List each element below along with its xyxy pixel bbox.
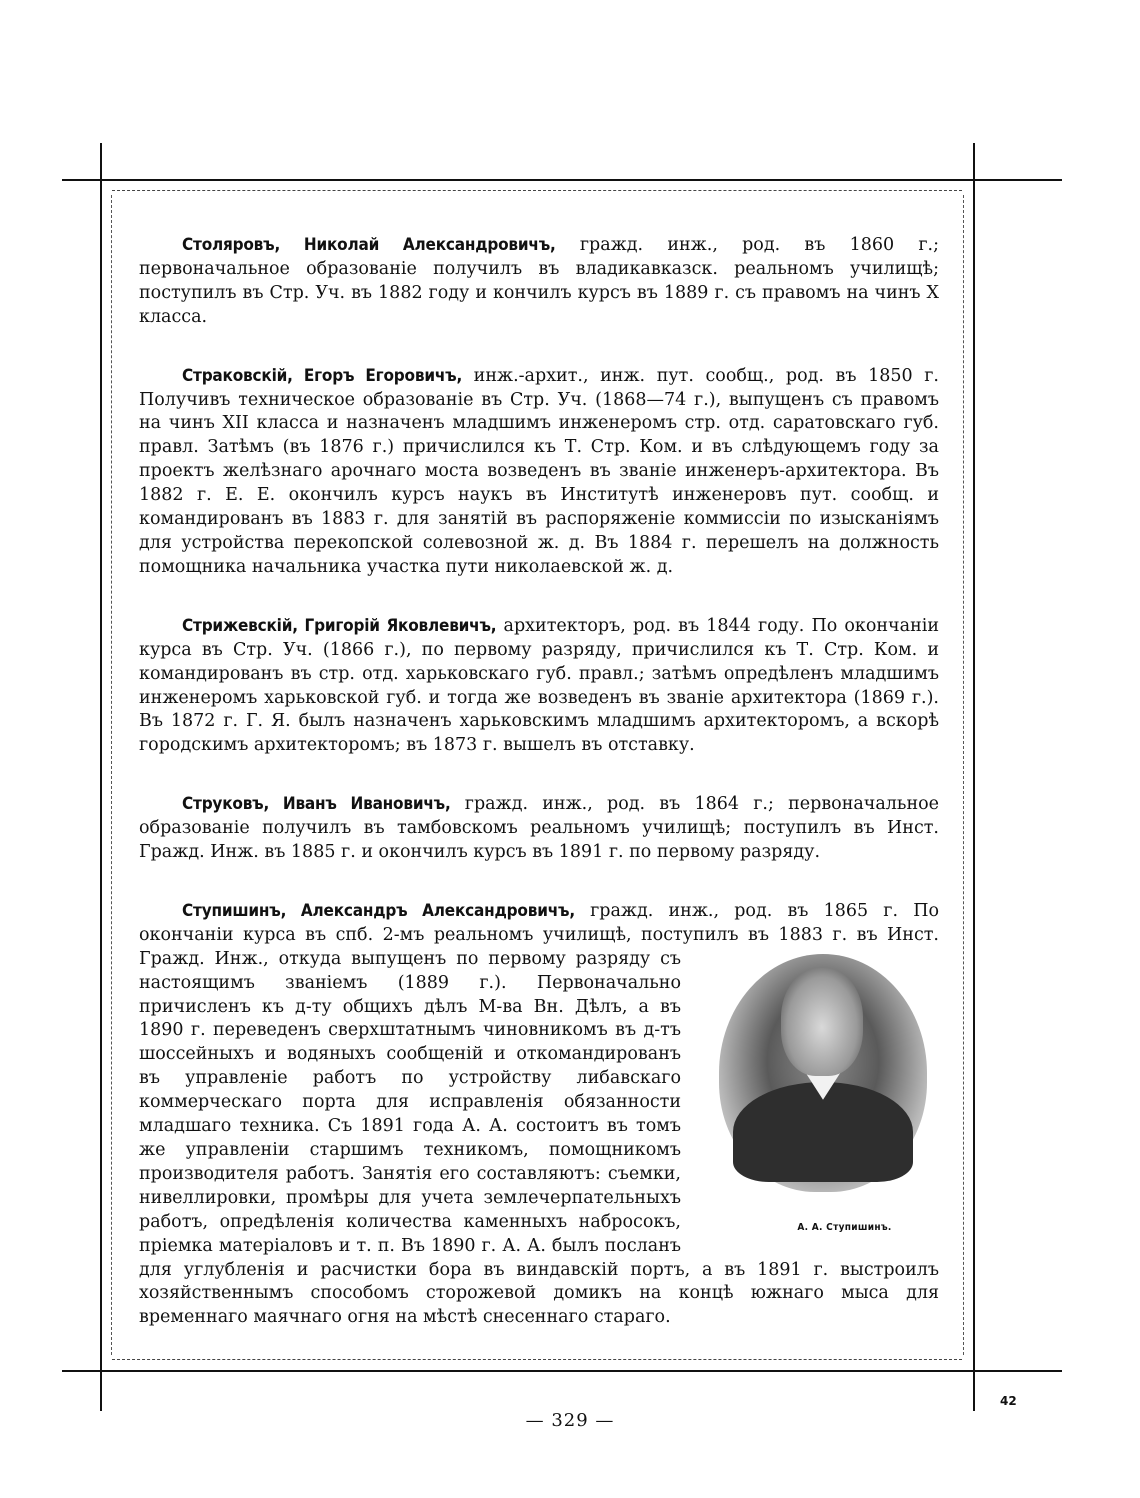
person-name: Стрижевскій, Григорій Яковлевичъ, — [182, 615, 497, 636]
page-number: — 329 — — [525, 1410, 615, 1431]
frame-left-dashed-line — [111, 195, 112, 1355]
biography-entry — [139, 365, 939, 580]
person-name: Струковъ, Иванъ Ивановичъ, — [182, 794, 451, 815]
frame-bottom-rule — [62, 1370, 1062, 1372]
biography-text-continued: откуда выпущенъ по первому разряду съ настоящимъ званіемъ (1889 г.). Первоначально причисленъ къ д-ту общихъ дѣлъ М-ва Вн. Дѣлъ, а въ 1890 г. переведенъ сверхштатнымъ чиновникомъ въ д-тъ шоссейныхъ и водяныхъ сообщеній и откомандированъ въ управленіе работъ по устройству либавскаго коммерческаго порта для исправленія обязанности младшаго техника. Съ 1891 года А. А. состоитъ въ томъ же управленіи старшимъ техникомъ, помощникомъ производителя работъ. Занятія его составляютъ: съемки, нивеллировки, промѣры для учета землечерпательныхъ работъ, опредѣленія количества каменныхъ набросокъ, пріемка матеріаловъ и т. п. Въ 1890 г. А. А. былъ посланъ для углубленія и расчистки бора въ виндавскій портъ, а въ 1891 г. выстроилъ хозяйственнымъ способомъ сторожевой домикъ на концѣ южнаго мыса для временнаго маячнаго огня на мѣстѣ снесеннаго стараго. — [139, 948, 939, 1328]
biography-text: инж.-архит., инж. пут. сообщ., род. въ 1850 г. Получивъ техническое образованіе въ Стр. Уч. (1868—74 г.), выпущенъ съ правомъ на чинъ XII класса и назначенъ младшимъ инженеромъ стр. отд. саратовскаго губ. правл. Затѣмъ (въ 1876 г.) причислился къ Т. Стр. Ком. и въ слѣдующемъ году за проектъ желѣзнаго арочнаго моста возведенъ въ званіе инженеръ-архитектора. Въ 1882 г. Е. Е. окончилъ курсъ наукъ въ Институтѣ инженеровъ пут. сообщ. и командированъ въ 1883 г. для занятій въ распоряженіе коммиссіи по изысканіямъ для устройства перекопской солевозной ж. д. Въ 1884 г. перешелъ на должность помощника начальника участка пути николаевской ж. д. — [139, 365, 939, 577]
biography-text: гражд. инж., род. въ 1865 г. По окончаніи курса въ спб. 2-мъ реальномъ училищѣ, поступилъ въ 1883 г. въ Инст. Гражд. Инж., — [139, 900, 940, 969]
person-name: Ступишинъ, Александръ Александровичъ, — [182, 900, 575, 921]
biography-entry — [139, 900, 939, 1330]
frame-right-dashed-line — [963, 195, 964, 1355]
frame-top-dashed-line — [112, 190, 962, 191]
biography-entry — [139, 793, 939, 865]
portrait-caption: А. А. Ступишинъ. — [797, 1221, 892, 1233]
signature-mark: 42 — [1000, 1394, 1017, 1408]
portrait-figure — [703, 954, 943, 1240]
biography-text: гражд. инж., род. въ 1864 г.; первоначальное образованіе получилъ въ тамбовскомъ реальномъ училищѣ; поступилъ въ Инст. Гражд. Инж. въ 1885 г. и окончилъ курсъ въ 1891 г. по первому разряду. — [139, 794, 940, 863]
frame-right-rule — [973, 143, 975, 1411]
biography-entry — [139, 234, 939, 330]
person-name: Столяровъ, Николай Александровичъ, — [182, 235, 556, 255]
biography-text: гражд. инж., род. въ 1860 г.; первоначальное образованіе получилъ въ владикавказск. реальномъ училищѣ; поступилъ въ Стр. Уч. въ 1882 году и кончилъ курсъ въ 1889 г. съ правомъ на чинъ X класса. — [139, 235, 939, 327]
person-name: Страковскій, Егоръ Егоровичъ, — [182, 365, 463, 386]
biography-entry — [139, 615, 939, 758]
biography-text: архитекторъ, род. въ 1844 году. По окончаніи курса въ Стр. Уч. (1866 г.), по первому разряду, причислился къ Т. Стр. Ком. и командированъ въ стр. отд. харьковскаго губ. правл.; затѣмъ опредѣленъ младшимъ инженеромъ харьковской губ. и тогда же возведенъ въ званіе архитектора (1869 г.). Въ 1872 г. Г. Я. былъ назначенъ харьковскимъ младшимъ архитекторомъ, а вскорѣ городскимъ архитекторомъ; въ 1873 г. вышелъ въ отставку. — [139, 615, 939, 756]
frame-top-rule — [62, 179, 1062, 181]
portrait-head — [781, 968, 863, 1076]
frame-left-rule — [100, 143, 102, 1411]
page-body — [139, 234, 939, 1330]
frame-bottom-dashed-line — [112, 1359, 962, 1360]
portrait-photo — [719, 954, 927, 1192]
